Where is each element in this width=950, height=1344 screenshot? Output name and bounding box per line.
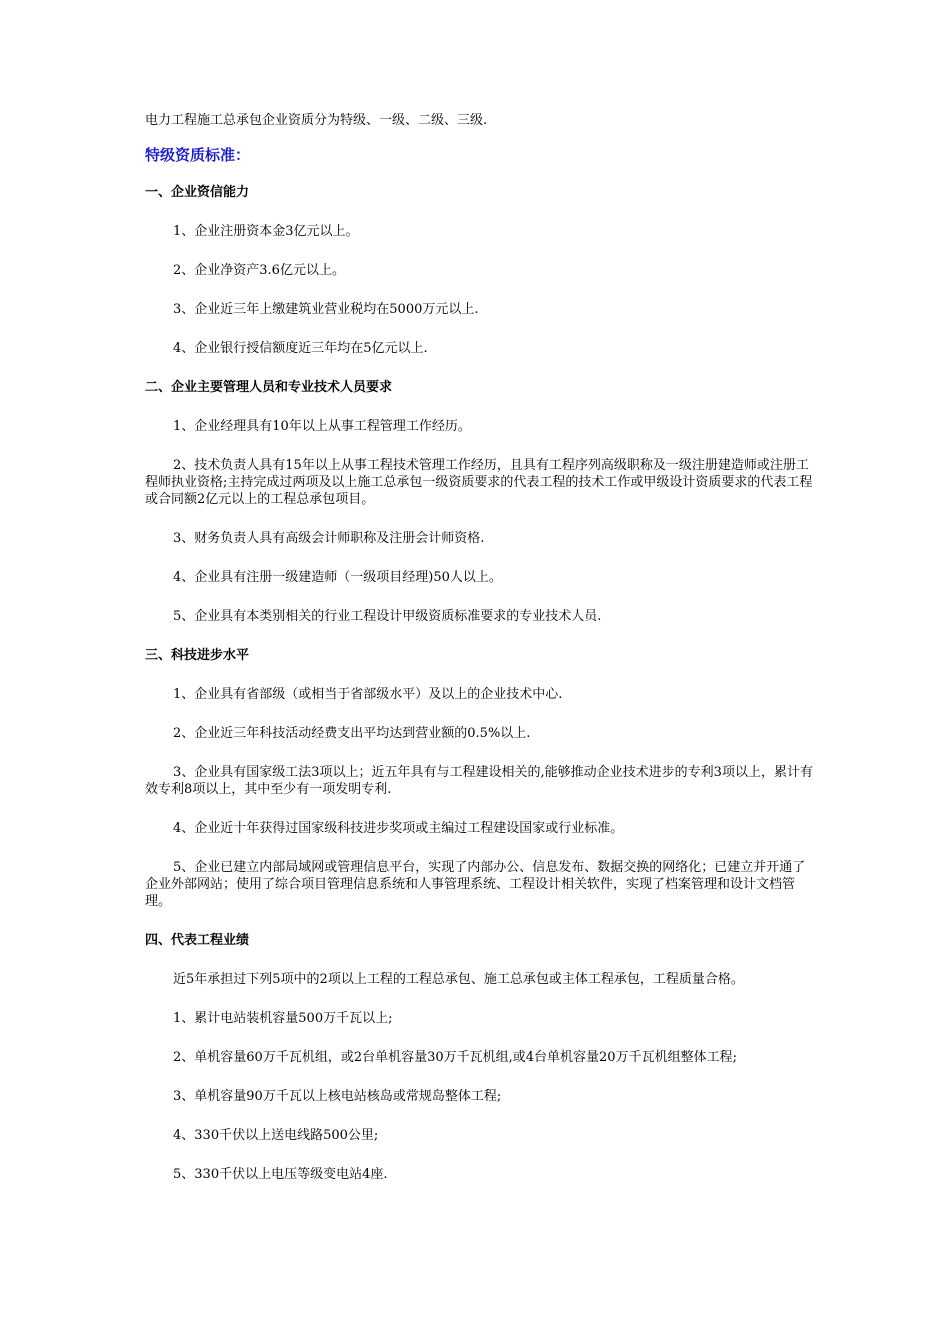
list-item: 5、330千伏以上电压等级变电站4座.: [173, 1167, 388, 1182]
list-item: 1、企业具有省部级（或相当于省部级水平）及以上的企业技术中心.: [173, 687, 563, 702]
list-item: 1、企业经理具有10年以上从事工程管理工作经历。: [173, 419, 471, 434]
list-item: 2、企业近三年科技活动经费支出平均达到营业额的0.5%以上.: [173, 726, 531, 741]
list-item: 4、330千伏以上送电线路500公里;: [173, 1128, 379, 1143]
list-item: 3、单机容量90万千瓦以上核电站核岛或常规岛整体工程;: [173, 1089, 502, 1104]
list-item: 1、累计电站装机容量500万千瓦以上;: [173, 1011, 393, 1026]
subtitle: 特级资质标准：: [145, 146, 251, 164]
list-item: 4、企业银行授信额度近三年均在5亿元以上.: [173, 341, 428, 356]
list-item: 2、单机容量60万千瓦机组，或2台单机容量30万千瓦机组,或4台单机容量20万千瓦机组整体工程;: [173, 1050, 737, 1065]
section-heading-2: 二、企业主要管理人员和专业技术人员要求: [145, 380, 393, 395]
section-heading-4: 四、代表工程业绩: [145, 933, 250, 948]
list-item: 1、企业注册资本金3亿元以上。: [173, 224, 359, 239]
list-item: 4、企业近十年获得过国家级科技进步奖项或主编过工程建设国家或行业标准。: [173, 821, 624, 836]
section-heading-3: 三、科技进步水平: [145, 648, 250, 663]
list-item: 4、企业具有注册一级建造师（一级项目经理)50人以上。: [173, 570, 502, 585]
list-item: 5、企业已建立内部局域网或管理信息平台，实现了内部办公、信息发布、数据交换的网络化；已建立并开通了企业外部网站；使用了综合项目管理信息系统和人事管理系统、工程设计相关软件，实现了档案管理和设计文档管理。: [145, 860, 806, 909]
list-item: 3、企业近三年上缴建筑业营业税均在5000万元以上.: [173, 302, 479, 317]
list-item: 5、企业具有本类别相关的行业工程设计甲级资质标准要求的专业技术人员.: [173, 609, 602, 624]
list-item: 2、企业净资产3.6亿元以上。: [173, 263, 345, 278]
section-heading-1: 一、企业资信能力: [145, 185, 250, 200]
document-body: [145, 112, 815, 1183]
list-item: 3、企业具有国家级工法3项以上；近五年具有与工程建设相关的,能够推动企业技术进步的专利3项以上，累计有效专利8项以上，其中至少有一项发明专利.: [145, 765, 813, 797]
list-item: 2、技术负责人具有15年以上从事工程技术管理工作经历，且具有工程序列高级职称及一级注册建造师或注册工程师执业资格;主持完成过两项及以上施工总承包一级资质要求的代表工程的技术工作或甲级设计资质要求的代表工程或合同额2亿元以上的工程总承包项目。: [145, 458, 813, 507]
list-item: 近5年承担过下列5项中的2项以上工程的工程总承包、施工总承包或主体工程承包，工程质量合格。: [173, 972, 744, 987]
intro-paragraph: 电力工程施工总承包企业资质分为特级、一级、二级、三级.: [145, 113, 488, 128]
list-item: 3、财务负责人具有高级会计师职称及注册会计师资格.: [173, 531, 485, 546]
